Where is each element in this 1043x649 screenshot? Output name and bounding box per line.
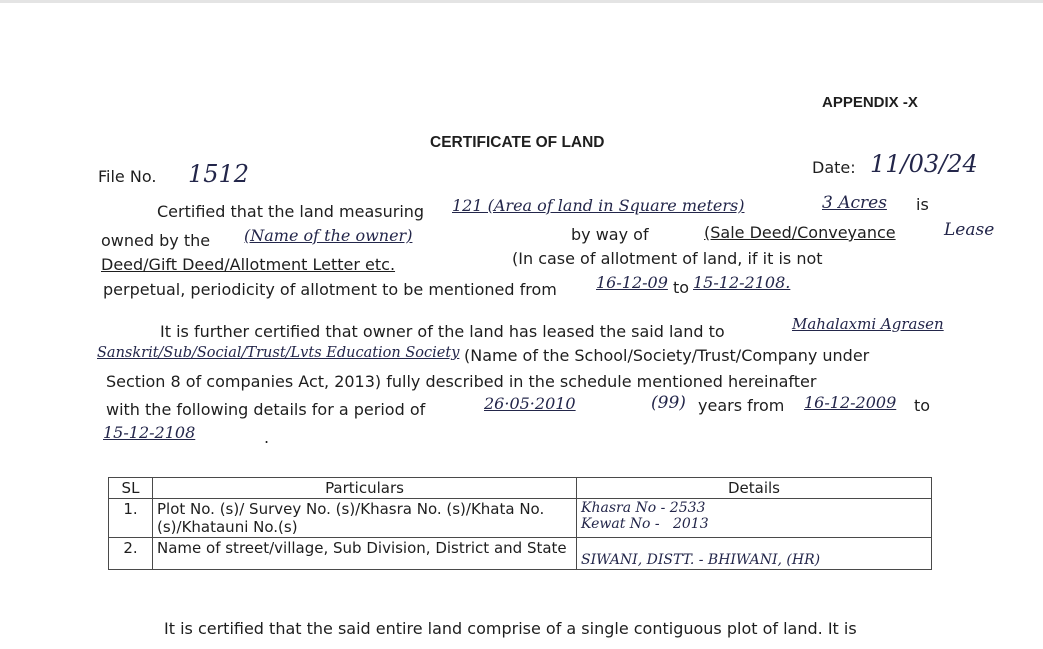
land-area-handwritten: 3 Acres	[822, 193, 887, 213]
para2-line4-text: with the following details for a period of	[106, 400, 426, 419]
date-label: Date:	[812, 158, 856, 177]
footer-paragraph: It is certified that the said entire land comprise of a single contiguous plot of land. It is	[164, 619, 857, 638]
allotment-to-word: to	[673, 278, 690, 297]
para1-line2-mid: by way of	[571, 225, 649, 244]
lease-period-years: (99)	[651, 393, 686, 413]
date-value: 11/03/24	[870, 150, 978, 178]
schedule-table	[108, 477, 932, 570]
para2-end-period: .	[264, 428, 270, 447]
lessee-name-handwritten: Mahalaxmi Agrasen	[792, 315, 944, 333]
document-title: CERTIFICATE OF LAND	[430, 134, 605, 151]
lessee-name-handwritten-cont: Sanskrit/Sub/Social/Trust/Lvts Education Society	[97, 345, 460, 361]
allotment-to-date: 15-12-2108.	[693, 273, 791, 292]
table-row	[109, 499, 932, 538]
para2-line1-text: It is further certified that owner of the land has leased the said land to	[160, 322, 725, 341]
allotment-from-date: 16-12-09	[596, 273, 668, 292]
table-row	[109, 538, 932, 570]
row-sl: 2.	[109, 538, 153, 570]
file-no-value: 1512	[188, 160, 250, 188]
para1-line4-text: perpetual, periodicity of allotment to be mentioned from	[103, 280, 557, 299]
land-area-blank: 121 (Area of land in Square meters)	[452, 196, 745, 215]
lease-from-date: 16-12-2009	[804, 393, 897, 412]
lease-to-date: 15-12-2108	[103, 423, 196, 442]
header-details: Details	[577, 478, 932, 499]
top-border	[0, 0, 1043, 3]
para1-line1-text: Certified that the land measuring	[157, 202, 425, 221]
para1-line3-text: (In case of allotment of land, if it is not	[512, 249, 823, 268]
row-particulars: Plot No. (s)/ Survey No. (s)/Khasra No. (s)/Khata No.(s)/Khatauni No.(s)	[153, 499, 577, 538]
deed-type-options: (Sale Deed/Conveyance	[704, 223, 896, 242]
para2-line3-text: Section 8 of companies Act, 2013) fully described in the schedule mentioned hereinafter	[106, 372, 817, 391]
para1-line1-end: is	[916, 195, 929, 214]
para2-to-word: to	[914, 396, 931, 415]
header-sl: SL	[109, 478, 153, 499]
para2-years-from: years from	[698, 396, 785, 415]
row-particulars: Name of street/village, Sub Division, District and State	[153, 538, 577, 570]
row-sl: 1.	[109, 499, 153, 538]
row-details: Khasra No - 2533 Kewat No - 2013	[577, 499, 932, 538]
appendix-label: APPENDIX -X	[822, 94, 918, 111]
para2-line2-text: (Name of the School/Society/Trust/Company under	[464, 346, 870, 365]
para1-line2-text: owned by the	[101, 231, 211, 250]
table-header-row	[109, 478, 932, 499]
header-particulars: Particulars	[153, 478, 577, 499]
file-no-label: File No.	[98, 167, 157, 186]
row-details: SIWANI, DISTT. - BHIWANI, (HR)	[577, 538, 932, 570]
lease-start-date: 26·05·2010	[484, 394, 576, 413]
lease-handwritten: Lease	[944, 220, 995, 240]
deed-type-options-cont: Deed/Gift Deed/Allotment Letter etc.	[101, 255, 396, 274]
owner-name-blank: (Name of the owner)	[244, 226, 413, 245]
